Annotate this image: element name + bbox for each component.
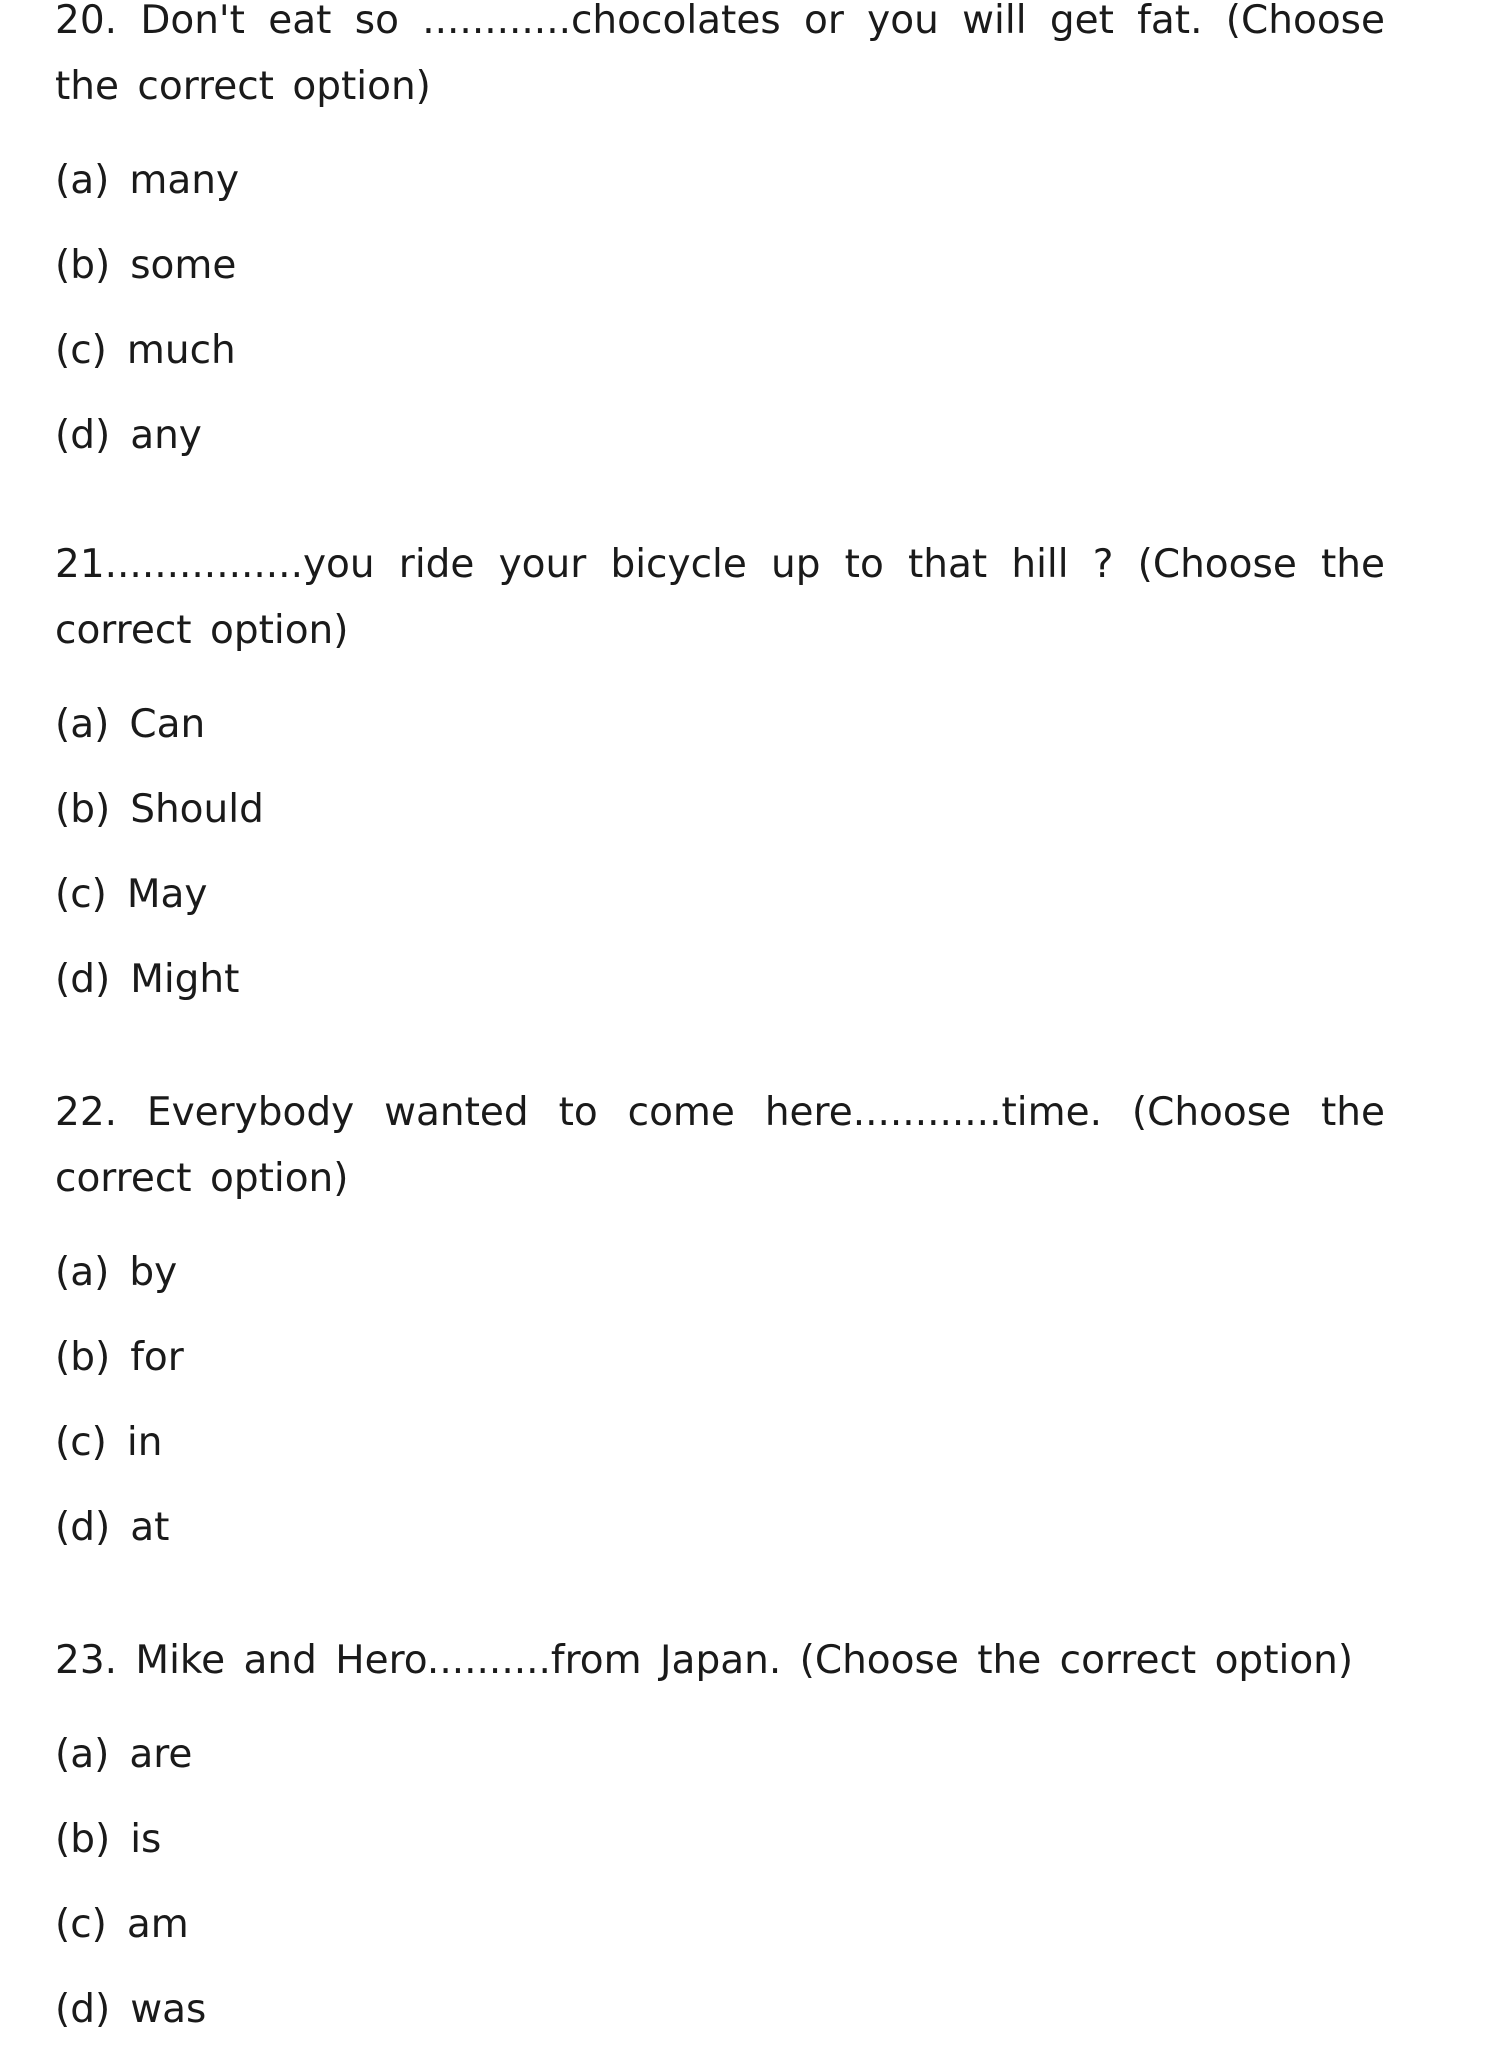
option-d [55,393,1385,478]
question-20 [55,0,1385,478]
option-text: was [130,1987,207,2032]
option-text: is [130,1817,162,1862]
option-text: Can [129,702,206,747]
option-text: for [130,1335,184,1380]
option-c [55,1882,1385,1967]
option-b [55,223,1385,308]
option-letter: (c) [55,1902,107,1947]
option-d [55,1485,1385,1570]
option-b [55,1797,1385,1882]
question-stem: 22. Everybody wanted to come here............time. (Choose the correct option) [55,1090,1385,1201]
question-stem: 21................you ride your bicycle up to that hill ? (Choose the correct option) [55,542,1385,653]
option-text: by [129,1250,178,1295]
question-22 [55,1080,1385,1570]
option-letter: (d) [55,1987,111,2032]
option-c [55,1400,1385,1485]
question-stem: 20. Don't eat so ............chocolates or you will get fat. (Choose the correct option) [55,0,1385,109]
option-text: Might [130,957,240,1002]
option-letter: (a) [55,158,110,203]
question-21 [55,532,1385,1022]
option-list [55,1712,1385,2052]
question-stem: 23. Mike and Hero..........from Japan. (Choose the correct option) [55,1638,1354,1683]
option-text: some [130,243,237,288]
option-d [55,937,1385,1022]
option-b [55,1315,1385,1400]
option-letter: (b) [55,243,111,288]
option-letter: (d) [55,1505,111,1550]
option-text: at [130,1505,170,1550]
option-text: am [126,1902,189,1947]
option-d [55,1967,1385,2052]
option-list [55,1230,1385,1570]
option-letter: (a) [55,1250,110,1295]
option-a [55,1712,1385,1797]
option-text: much [126,328,236,373]
option-letter: (d) [55,413,111,458]
option-b [55,767,1385,852]
option-text: are [129,1732,193,1777]
option-text: in [126,1420,163,1465]
option-c [55,852,1385,937]
option-letter: (c) [55,1420,107,1465]
option-a [55,138,1385,223]
option-a [55,1230,1385,1315]
option-letter: (d) [55,957,111,1002]
option-letter: (a) [55,1732,110,1777]
option-letter: (a) [55,702,110,747]
option-letter: (b) [55,1817,111,1862]
option-text: Should [130,787,264,832]
question-23 [55,1628,1385,2052]
option-letter: (c) [55,872,107,917]
option-letter: (c) [55,328,107,373]
option-letter: (b) [55,1335,111,1380]
option-list [55,682,1385,1022]
option-c [55,308,1385,393]
option-text: May [126,872,208,917]
option-a [55,682,1385,767]
option-letter: (b) [55,787,111,832]
option-text: many [129,158,240,203]
option-list [55,138,1385,478]
option-text: any [130,413,202,458]
